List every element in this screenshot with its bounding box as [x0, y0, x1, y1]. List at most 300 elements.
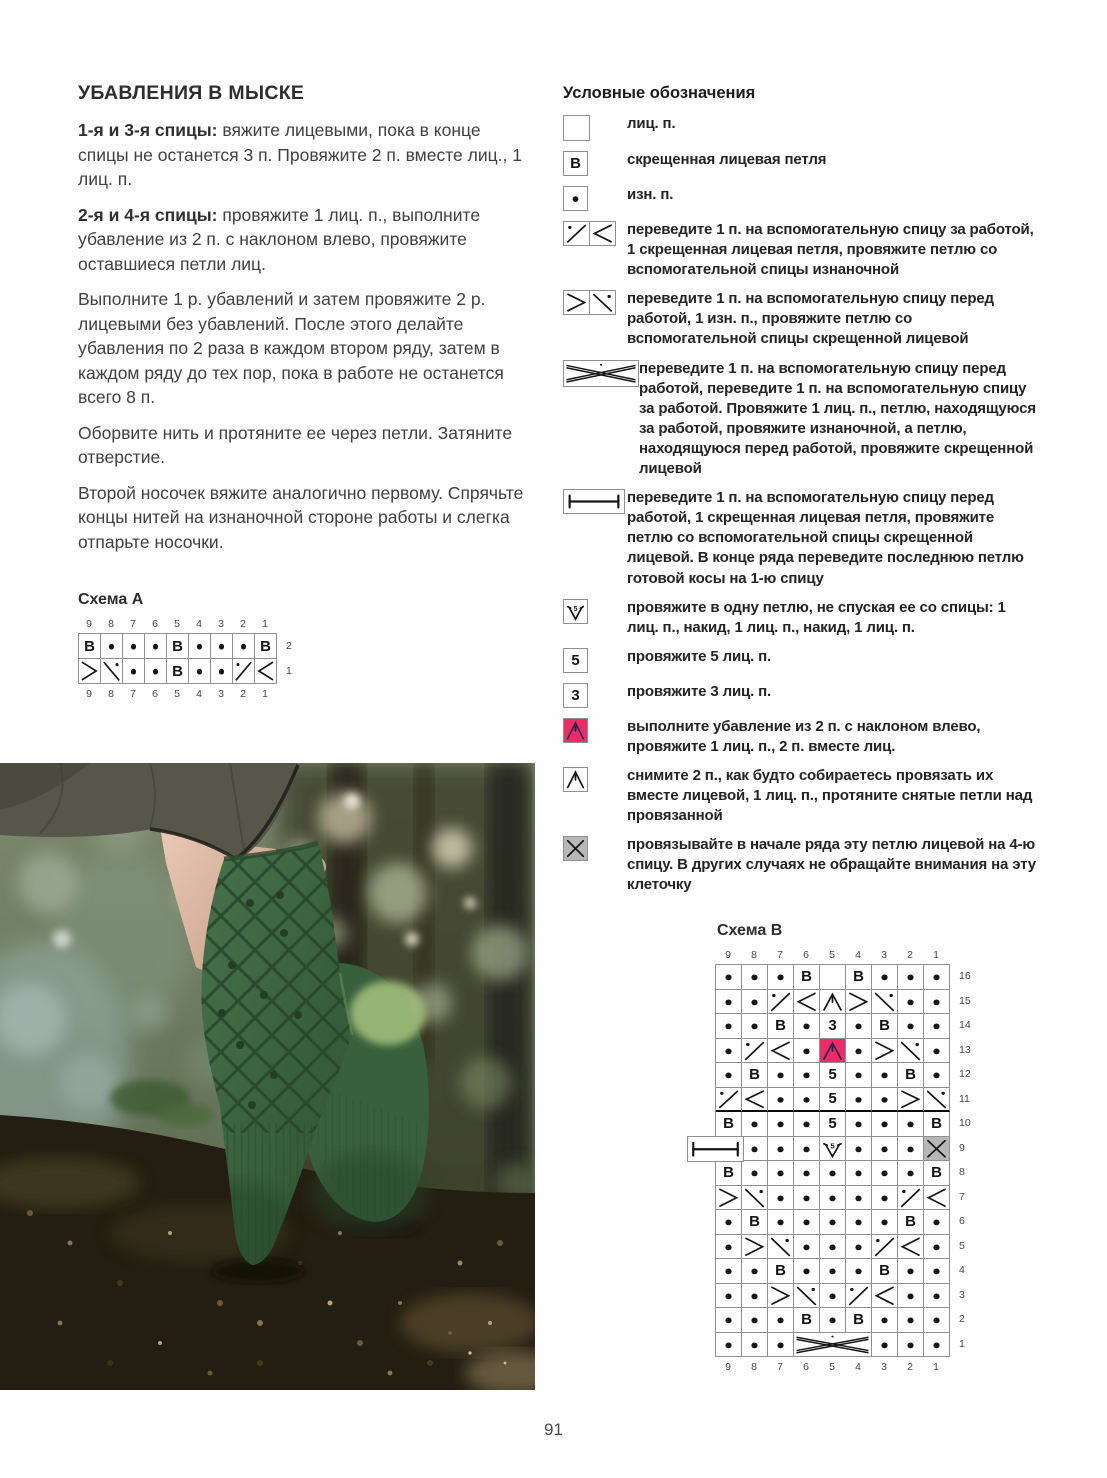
chart-cell: [924, 1259, 950, 1284]
chart-cell: B: [167, 634, 189, 659]
chart-cell: [820, 1186, 846, 1211]
symbol-grayx: [563, 836, 588, 861]
knit-chart-column-label: 7: [777, 949, 783, 961]
legend-item: [563, 359, 1041, 480]
page-number: 91: [544, 1420, 563, 1439]
chart-cell: [924, 1308, 950, 1333]
knit-chart-row-label: 4: [959, 1264, 965, 1277]
chart-cell: B: [716, 1112, 742, 1137]
chart-cell: [846, 1161, 872, 1186]
chart-cell: B: [742, 1210, 768, 1235]
chart-cell: [872, 1333, 898, 1358]
knit-chart-column-label: 3: [218, 618, 224, 630]
knit-chart-row-label: 1: [286, 664, 292, 677]
chart-cell: [794, 1088, 820, 1113]
chart-cell: [768, 990, 794, 1015]
chart-cell: B: [768, 1014, 794, 1039]
chart-cell: [716, 990, 742, 1015]
knit-chart-column-label: 4: [196, 688, 202, 700]
chart-cell: [846, 1137, 872, 1162]
knit-chart-column-label: 4: [855, 949, 861, 961]
chart-cell: [872, 1210, 898, 1235]
chart-cell: [846, 990, 872, 1015]
chart-cell: [924, 1063, 950, 1088]
chart-cell: B: [924, 1112, 950, 1137]
chart-cell: [820, 1161, 846, 1186]
chart-cell: [768, 1284, 794, 1309]
legend-symbol: [563, 150, 627, 176]
knit-chart-column-label: 9: [86, 618, 92, 630]
chart-cell: [872, 1137, 898, 1162]
chart-cell: [145, 634, 167, 659]
chart-cell: [846, 1210, 872, 1235]
symbol-dot: [563, 186, 588, 211]
legend-item: [563, 717, 1041, 757]
knit-chart-column-label: 2: [907, 949, 913, 961]
legend-item: [563, 766, 1041, 826]
symbol-bigx3: [563, 360, 639, 387]
knit-chart-column-label: 1: [933, 949, 939, 961]
knit-chart-row-label: 15: [959, 994, 971, 1007]
knit-chart-row-label: 2: [286, 639, 292, 652]
knit-chart-column-labels: [715, 1360, 971, 1374]
legend-text: лиц. п.: [627, 115, 676, 132]
chart-cell: [794, 1210, 820, 1235]
knit-chart-column-label: 6: [152, 618, 158, 630]
knit-chart-row-label: 10: [959, 1117, 971, 1130]
chart-cell: [846, 1284, 872, 1309]
chart-cell: [898, 1333, 924, 1358]
knit-chart-grid: [715, 964, 950, 1357]
chart-cell: [846, 1259, 872, 1284]
symbol-n5: 5: [563, 648, 588, 673]
chart-cell: [924, 1014, 950, 1039]
knit-chart-column-labels: [78, 687, 292, 701]
knit-chart-column-label: 4: [855, 1361, 861, 1373]
symbol-knit: [563, 115, 590, 141]
legend-item: [563, 488, 1041, 588]
legend-item: [563, 835, 1041, 895]
chart-cell: [768, 1039, 794, 1064]
paragraph-lead: 2-я и 4-я спицы:: [78, 204, 218, 225]
legend-symbol: [563, 220, 627, 246]
chart-cell: [794, 1333, 872, 1358]
knit-chart-row-label: 13: [959, 1043, 971, 1056]
chart-cell: [768, 965, 794, 990]
legend-item: [563, 114, 1041, 141]
knit-chart-column-label: 8: [751, 1361, 757, 1373]
chart-cell: [872, 1235, 898, 1260]
legend-text: изн. п.: [627, 186, 674, 203]
chart-cell: [794, 1235, 820, 1260]
symbol-v5: [563, 599, 588, 624]
knit-chart-column-labels: [715, 948, 971, 962]
chart-cell: [742, 1308, 768, 1333]
knit-chart-grid: [78, 633, 277, 684]
chart-cell: B: [768, 1259, 794, 1284]
legend-title: Условные обозначения: [563, 84, 756, 102]
chart-cell: 5: [820, 1088, 846, 1113]
chart-cell: [768, 1137, 794, 1162]
chart-cell: [924, 1284, 950, 1309]
knit-chart-column-label: 1: [262, 618, 268, 630]
chart-cell: [846, 1186, 872, 1211]
chart-cell: [872, 1039, 898, 1064]
legend-text: провяжите 3 лиц. п.: [627, 682, 772, 700]
chart-cell: B: [872, 1014, 898, 1039]
chart-cell: [794, 1259, 820, 1284]
symbol-lt: [589, 221, 616, 246]
knit-chart-row-label: 16: [959, 970, 971, 983]
chart-cell: [716, 1088, 742, 1113]
symbol-sdot: [563, 221, 590, 246]
chart-cell: [255, 659, 277, 684]
chart-cell: [872, 990, 898, 1015]
knit-chart-column-label: 2: [907, 1361, 913, 1373]
chart-cell: [898, 1235, 924, 1260]
chart-b: [688, 922, 971, 1374]
chart-cell: [794, 1014, 820, 1039]
chart-cell: [742, 1333, 768, 1358]
chart-cell: [716, 1014, 742, 1039]
knit-chart-column-label: 8: [108, 688, 114, 700]
chart-cell: [820, 1235, 846, 1260]
knit-chart-column-labels: [78, 617, 292, 631]
knit-chart-row-label: 9: [959, 1141, 965, 1154]
chart-cell: [820, 965, 846, 990]
chart-cell: [768, 1112, 794, 1137]
chart-cell: [820, 1039, 846, 1064]
chart-cell: [846, 1014, 872, 1039]
knit-chart-column-label: 5: [829, 1361, 835, 1373]
chart-cell: [742, 1259, 768, 1284]
chart-cell: [846, 1063, 872, 1088]
knit-chart-row-labels: [277, 633, 292, 684]
knit-chart-column-label: 3: [218, 688, 224, 700]
legend-symbol: [563, 185, 627, 211]
chart-cell: [898, 1088, 924, 1113]
chart-cell: [716, 1235, 742, 1260]
legend-text: переведите 1 п. на вспомогательную спицу перед работой, 1 изн. п., провяжите петлю со вспомогательной спицы скрещенной лицевой: [627, 290, 994, 348]
knit-chart-row-label: 2: [959, 1313, 965, 1326]
legend-symbol: [563, 114, 627, 141]
chart-cell: [768, 1235, 794, 1260]
legend-symbol: [563, 488, 627, 514]
chart-cell: [924, 965, 950, 990]
chart-cell: [742, 1161, 768, 1186]
legend-text: переведите 1 п. на вспомогательную спицу перед работой, переведите 1 п. на вспомогательную спицу за работой. Провяжите 1 лиц. п., петлю, находящуюся за работой, провяжите изнаночной, а петлю, находящуюся перед работой, провяжите скрещенной лицевой: [639, 359, 1036, 478]
chart-cell: [768, 1308, 794, 1333]
legend-item: [563, 647, 1041, 673]
chart-cell: [820, 1284, 846, 1309]
chart-cell: [742, 990, 768, 1015]
chart-cell: [211, 659, 233, 684]
knit-chart-row-label: 3: [959, 1288, 965, 1301]
legend-item: [563, 150, 1041, 176]
knit-chart-column-label: 9: [725, 949, 731, 961]
paragraph: 2-я и 4-я спицы: провяжите 1 лиц. п., выполните убавление из 2 п. с наклоном влево, провяжите оставшиеся петли лиц.: [78, 204, 481, 274]
chart-cell: [233, 634, 255, 659]
photo-socks: [0, 763, 535, 1390]
chart-cell: [794, 1161, 820, 1186]
legend-item: [563, 289, 1041, 349]
ibeam-extension: [687, 1136, 744, 1163]
legend-symbol: [563, 647, 627, 673]
chart-cell: [211, 634, 233, 659]
chart-cell: [742, 1186, 768, 1211]
knit-chart-row-label: 6: [959, 1215, 965, 1228]
legend-symbol: [563, 598, 627, 624]
chart-cell: [898, 1014, 924, 1039]
legend-text: выполните убавление из 2 п. с наклоном влево, провяжите 1 лиц. п., 2 п. вместе лиц.: [627, 717, 981, 755]
chart-cell: [898, 1308, 924, 1333]
knit-chart-row-label: 11: [959, 1092, 970, 1105]
chart-cell: [846, 1039, 872, 1064]
knit-chart-column-label: 6: [152, 688, 158, 700]
chart-cell: [768, 1333, 794, 1358]
chart-cell: [123, 634, 145, 659]
knit-chart-column-label: 4: [196, 618, 202, 630]
chart-cell: [820, 1137, 846, 1162]
chart-cell: [716, 1137, 742, 1162]
legend-text: переведите 1 п. на вспомогательную спицу за работой, 1 скрещенная лицевая петля, провяжите петлю со вспомогательной спицы изнаночной: [627, 221, 1034, 279]
chart-cell: [742, 1112, 768, 1137]
chart-cell: [820, 1308, 846, 1333]
legend-items: [563, 114, 1041, 896]
chart-cell: [742, 1014, 768, 1039]
knit-chart-row-label: 5: [959, 1239, 965, 1252]
knit-chart-column-label: 6: [803, 949, 809, 961]
chart-cell: B: [794, 1308, 820, 1333]
chart-cell: [145, 659, 167, 684]
knit-chart-column-label: 1: [933, 1361, 939, 1373]
chart-cell: [794, 990, 820, 1015]
symbol-cdd: [563, 718, 588, 743]
chart-cell: [898, 1112, 924, 1137]
chart-cell: B: [742, 1063, 768, 1088]
chart-cell: [924, 1039, 950, 1064]
chart-cell: [846, 1112, 872, 1137]
knit-chart-column-label: 7: [130, 688, 136, 700]
knit-chart-column-label: 3: [881, 1361, 887, 1373]
chart-cell: B: [924, 1161, 950, 1186]
paragraph: Второй носочек вяжите аналогично первому. Спрячьте концы нитей на изнаночной стороне работы и слегка отпарьте носочки.: [78, 482, 524, 552]
chart-cell: [768, 1210, 794, 1235]
knit-chart-column-label: 3: [881, 949, 887, 961]
chart-cell: B: [898, 1210, 924, 1235]
chart-cell: [742, 1039, 768, 1064]
chart-a: [78, 591, 292, 701]
chart-cell: [924, 1235, 950, 1260]
chart-cell: [716, 1284, 742, 1309]
chart-cell: [742, 965, 768, 990]
chart-cell: B: [716, 1161, 742, 1186]
legend-text: скрещенная лицевая петля: [627, 151, 827, 168]
chart-cell: [924, 1333, 950, 1358]
chart-cell: [79, 659, 101, 684]
paragraph: Выполните 1 р. убавлений и затем провяжите 2 р. лицевыми без убавлений. После этого делайте убавления по 2 раза в каждом втором ряду, затем в каждом ряду до тех пор, пока в работе не останется всего 8 п.: [78, 289, 504, 407]
chart-cell: 5: [820, 1112, 846, 1137]
knit-chart-row-labels: [950, 964, 971, 1357]
knit-chart-column-label: 9: [86, 688, 92, 700]
legend-item: [563, 682, 1041, 708]
legend-symbol: [563, 766, 627, 792]
chart-cell: [898, 965, 924, 990]
chart-cell: [123, 659, 145, 684]
chart-cell: [101, 634, 123, 659]
legend-symbol: [563, 717, 627, 743]
paragraph-lead: 1-я и 3-я спицы:: [78, 120, 218, 140]
chart-cell: [872, 1161, 898, 1186]
symbol-ibeam: [563, 489, 625, 514]
chart-cell: [872, 1186, 898, 1211]
symbol-gt: [563, 290, 590, 315]
legend-item: [563, 185, 1041, 211]
chart-cell: [872, 1088, 898, 1113]
knit-chart-row-label: 1: [959, 1337, 965, 1350]
chart-cell: [768, 1088, 794, 1113]
knit-chart-column-label: 7: [130, 618, 136, 630]
legend-text: провяжите в одну петлю, не спуская ее со спицы: 1 лиц. п., накид, 1 лиц. п., накид, 1 лиц. п.: [627, 598, 1006, 636]
chart-cell: [716, 1308, 742, 1333]
chart-cell: [794, 1186, 820, 1211]
symbol-bsdot: [589, 290, 616, 315]
knit-chart-row-label: 8: [959, 1166, 965, 1179]
legend: [563, 84, 1041, 905]
symbol-n3: 3: [563, 683, 588, 708]
knit-chart-row-label: 14: [959, 1019, 971, 1032]
chart-cell: [716, 1259, 742, 1284]
chart-cell: [924, 1186, 950, 1211]
chart-cell: [189, 659, 211, 684]
chart-cell: [872, 1112, 898, 1137]
chart-cell: [924, 1137, 950, 1162]
article: [78, 82, 530, 565]
chart-cell: B: [872, 1259, 898, 1284]
chart-cell: [898, 990, 924, 1015]
knit-chart-column-label: 1: [262, 688, 268, 700]
chart-cell: [820, 990, 846, 1015]
legend-text: снимите 2 п., как будто собираетесь провязать их вместе лицевой, 1 лиц. п., протяните снятые петли над провязанной: [627, 766, 1033, 825]
chart-cell: [768, 1186, 794, 1211]
knit-chart-column-label: 7: [777, 1361, 783, 1373]
chart-cell: [233, 659, 255, 684]
chart-cell: [742, 1235, 768, 1260]
chart-cell: [716, 1039, 742, 1064]
chart-cell: [898, 1161, 924, 1186]
chart-cell: 3: [820, 1014, 846, 1039]
chart-cell: [716, 1186, 742, 1211]
chart-cell: [898, 1284, 924, 1309]
chart-cell: [794, 1137, 820, 1162]
symbol-cdd: [563, 767, 588, 792]
symbol-B: B: [563, 151, 588, 176]
chart-cell: [872, 1308, 898, 1333]
chart-cell: [898, 1259, 924, 1284]
chart-cell: [846, 1088, 872, 1113]
chart-cell: [768, 1063, 794, 1088]
knit-chart-row-label: 12: [959, 1068, 971, 1081]
knit-chart-column-label: 6: [803, 1361, 809, 1373]
legend-symbol: [563, 359, 639, 387]
chart-cell: [189, 634, 211, 659]
chart-cell: [820, 1210, 846, 1235]
chart-cell: [716, 1333, 742, 1358]
chart-cell: [742, 1284, 768, 1309]
chart-cell: B: [255, 634, 277, 659]
chart-cell: B: [79, 634, 101, 659]
chart-cell: [846, 1235, 872, 1260]
chart-cell: [716, 1063, 742, 1088]
knit-chart-column-label: 9: [725, 1361, 731, 1373]
article-paragraphs: [78, 118, 530, 554]
knit-chart-column-label: 8: [751, 949, 757, 961]
knit-chart-column-label: 2: [240, 618, 246, 630]
svg-text:5: 5: [830, 1141, 835, 1150]
paragraph: Оборвите нить и протяните ее через петли. Затяните отверстие.: [78, 422, 513, 467]
legend-item: [563, 220, 1041, 280]
photo-illustration: [0, 763, 535, 1390]
legend-symbol: [563, 289, 627, 315]
chart-cell: B: [846, 1308, 872, 1333]
chart-cell: B: [167, 659, 189, 684]
chart-cell: [924, 990, 950, 1015]
knit-chart-column-label: 5: [174, 688, 180, 700]
chart-cell: [872, 1063, 898, 1088]
knit-chart-column-label: 2: [240, 688, 246, 700]
knit-chart-row-label: 7: [959, 1190, 965, 1203]
chart-cell: [872, 965, 898, 990]
chart-cell: [924, 1210, 950, 1235]
legend-symbol: [563, 835, 627, 861]
chart-cell: [898, 1137, 924, 1162]
chart-cell: [716, 1210, 742, 1235]
chart-cell: B: [898, 1063, 924, 1088]
chart-cell: [742, 1088, 768, 1113]
chart-cell: [101, 659, 123, 684]
chart-cell: [716, 965, 742, 990]
chart-cell: B: [794, 965, 820, 990]
knit-chart-column-label: 5: [829, 949, 835, 961]
knit-chart-column-label: 8: [108, 618, 114, 630]
chart-cell: [872, 1284, 898, 1309]
legend-symbol: [563, 682, 627, 708]
legend-item: [563, 598, 1041, 638]
chart-a-title: Схема A: [78, 591, 144, 608]
chart-cell: [794, 1039, 820, 1064]
legend-text: переведите 1 п. на вспомогательную спицу перед работой, 1 скрещенная лицевая петля, провяжите петлю со вспомогательной спицы скрещенной лицевой. В конце ряда переведите последнюю петлю готовой косы на 1-ю спицу: [627, 489, 1024, 587]
page-title: УБАВЛЕНИЯ В МЫСКЕ: [78, 82, 305, 104]
chart-cell: [742, 1137, 768, 1162]
chart-cell: B: [846, 965, 872, 990]
legend-text: провяжите 5 лиц. п.: [627, 647, 772, 665]
chart-a-body: [78, 617, 292, 701]
legend-text: провязывайте в начале ряда эту петлю лицевой на 4-ю спицу. В других случаях не обращайте внимания на эту клеточку: [627, 836, 1036, 894]
knit-chart-column-label: 5: [174, 618, 180, 630]
chart-cell: [820, 1259, 846, 1284]
chart-b-title: Схема B: [717, 922, 783, 939]
chart-cell: [794, 1063, 820, 1088]
chart-cell: [898, 1186, 924, 1211]
paragraph: 1-я и 3-я спицы: вяжите лицевыми, пока в конце спицы не останется 3 п. Провяжите 2 п. вместе лиц., 1 лиц. п.: [78, 120, 522, 189]
chart-cell: [924, 1088, 950, 1113]
chart-cell: [794, 1284, 820, 1309]
chart-cell: [768, 1161, 794, 1186]
svg-text:5: 5: [573, 604, 578, 613]
chart-cell: [794, 1112, 820, 1137]
chart-b-body: [715, 948, 971, 1374]
chart-cell: [898, 1039, 924, 1064]
